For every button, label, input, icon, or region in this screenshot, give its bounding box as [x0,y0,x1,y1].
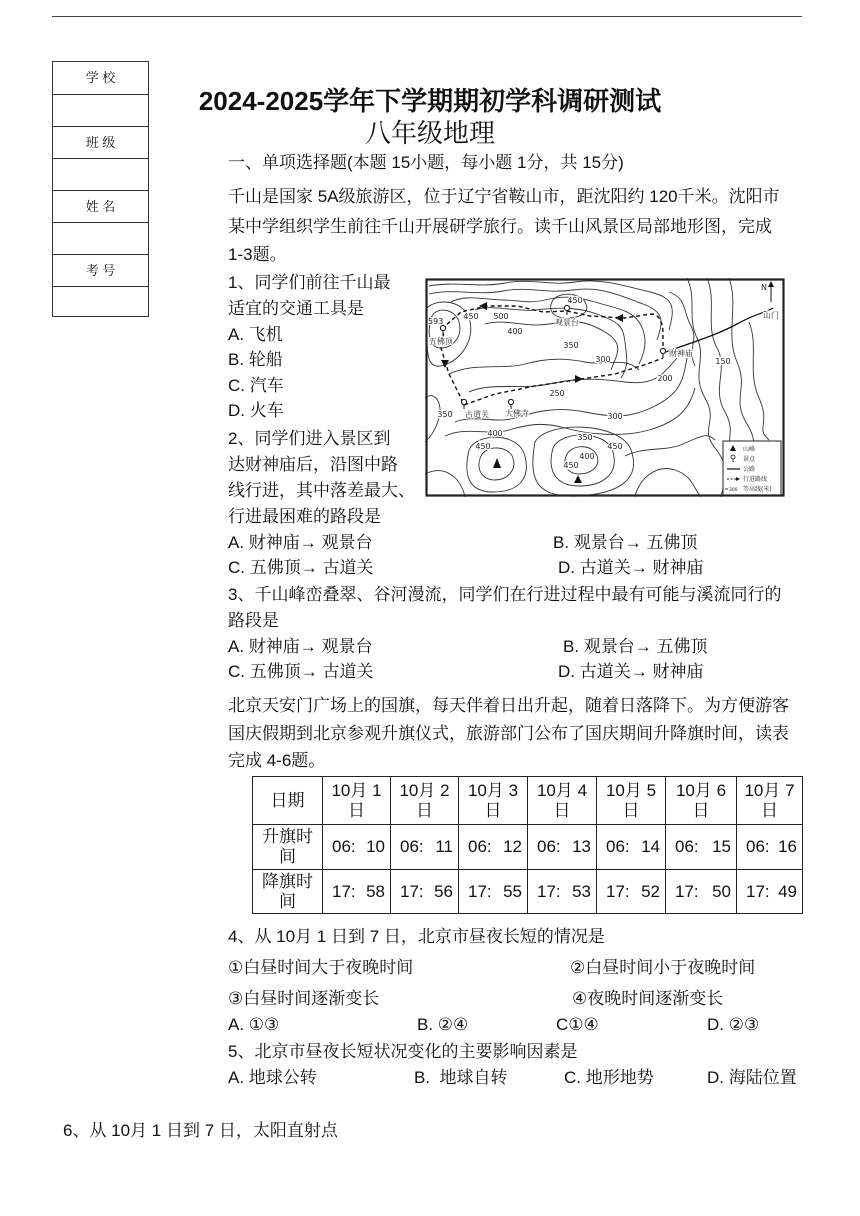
contour-label: 500 [493,312,509,321]
lower-label-cell: 降旗时间 [253,870,323,914]
q2-stem-line: 达财神庙后，沿图中路 [228,455,398,474]
q2-option-b: B. 观景台→ 五佛顶 [553,533,698,552]
date-cell: 10月 4日 [528,777,597,825]
place-label-caishenmiao: 财神庙 [669,349,693,358]
raise-time-cell: 06: 13 [528,825,597,870]
legend-spot-label: 景点 [743,456,756,463]
date-cell: 10月 6日 [666,777,737,825]
q5-option-a: A. 地球公转 [228,1068,317,1087]
legend-road-label: 公路 [743,466,756,473]
contour-label: 450 [463,312,479,321]
lower-time-cell: 17: 58 [323,870,391,914]
table-header-row [253,777,803,825]
peak-elevation-label: 593 [428,317,444,326]
q1-stem-line: 适宜的交通工具是 [228,299,364,318]
q4-statement-1: ①白昼时间大于夜晚时间 [228,958,414,977]
q4-option-d: D. ②③ [707,1015,760,1034]
q4-statement-3: ③白昼时间逐渐变长 [228,989,380,1008]
exam-number-label: 考 号 [53,254,148,286]
raise-time-cell: 06: 15 [666,825,737,870]
contour-label: 450 [567,296,583,305]
map-legend [723,441,781,495]
q3-stem-line: 3、千山峰峦叠翠、谷河漫流，同学们在行进过程中最有可能与溪流同行的 [228,585,782,604]
qianshan-topographic-map [425,278,785,497]
raise-label-cell: 升旗时间 [253,825,323,870]
raise-time-cell: 06: 12 [459,825,528,870]
contour-label: 150 [715,357,731,366]
q2-stem-line: 行进最困难的路段是 [228,507,381,526]
q3-option-c: C. 五佛顶→ 古道关 [228,662,374,681]
passage2-line: 国庆假期到北京参观升旗仪式，旅游部门公布了国庆期间升降旗时间，读表 [228,724,789,743]
exam-subtitle: 八年级地理 [364,118,495,148]
table-row-lower [253,870,803,914]
place-label-wufoding: 五佛顶 [429,337,453,346]
place-label-dafosi: 大佛寺 [505,409,529,418]
contour-label: 200 [657,374,673,383]
q2-option-a: A. 财神庙→ 观景台 [228,533,373,552]
contour-label: 350 [577,433,593,442]
q4-option-a: A. ①③ [228,1015,280,1034]
contour-label: 450 [563,461,579,470]
q5-stem: 5、北京市昼夜长短状况变化的主要影响因素是 [228,1042,578,1061]
q2-stem-line: 线行进，其中落差最大、 [228,481,415,500]
north-label: N [761,283,767,292]
contour-label: 300 [607,412,623,421]
section-heading: 一、单项选择题(本题 15小题，每小题 1分，共 15分) [228,153,624,172]
exam-title: 2024-2025学年下学期期初学科调研测试 [198,86,662,116]
q1-option-d: D. 火车 [228,401,284,420]
name-label: 姓 名 [53,190,148,222]
lower-time-cell: 17: 56 [391,870,459,914]
q3-option-b: B. 观景台→ 五佛顶 [563,637,708,656]
raise-time-cell: 06: 11 [391,825,459,870]
raise-time-cell: 06: 16 [737,825,803,870]
contour-label: 450 [475,442,491,451]
contour-label: 400 [579,452,595,461]
date-header-cell: 日期 [253,777,323,825]
place-label-shanmen: 山门 [763,311,779,320]
q3-option-a: A. 财神庙→ 观景台 [228,637,373,656]
raise-time-cell: 06: 10 [323,825,391,870]
q5-option-c: C. 地形地势 [564,1068,654,1087]
q4-option-b: B. ②④ [417,1015,469,1034]
contour-label: 400 [487,429,503,438]
q1-option-c: C. 汽车 [228,376,284,395]
contour-label: 350 [563,341,579,350]
contour-label: 250 [549,389,565,398]
lower-time-cell: 17: 55 [459,870,528,914]
legend-contour-value: 300 [729,488,738,493]
q6-stem: 6、从 10月 1 日到 7 日，太阳直射点 [63,1121,338,1140]
contour-label: 400 [507,327,523,336]
lower-time-cell: 17: 50 [666,870,737,914]
date-cell: 10月 5日 [597,777,666,825]
flag-time-table [252,776,803,914]
passage2-line: 北京天安门广场上的国旗，每天伴着日出升起，随着日落降下。为方便游客 [228,696,789,715]
q4-statement-4: ④夜晚时间逐渐变长 [572,989,724,1008]
class-label: 班 级 [53,126,148,158]
contour-label: 450 [607,442,623,451]
legend-peak-label: 山峰 [743,446,756,453]
class-field [53,158,148,190]
q1-stem-line: 1、同学们前往千山最 [228,273,391,292]
q1-option-b: B. 轮船 [228,350,283,369]
q2-option-d: D. 古道关→ 财神庙 [558,558,704,577]
passage2-line: 完成 4-6题。 [228,751,326,770]
legend-contour-label: 等高线(米) [743,486,772,493]
date-cell: 10月 2日 [391,777,459,825]
q2-option-c: C. 五佛顶→ 古道关 [228,558,374,577]
table-row-raise [253,825,803,870]
q3-option-d: D. 古道关→ 财神庙 [558,662,704,681]
legend-route-label: 行进路线 [743,476,768,483]
lower-time-cell: 17: 53 [528,870,597,914]
raise-time-cell: 06: 14 [597,825,666,870]
q2-stem-line: 2、同学们进入景区到 [228,429,391,448]
passage1-line: 某中学组织学生前往千山开展研学旅行。读千山风景区局部地形图，完成 [228,217,772,236]
q1-option-a: A. 飞机 [228,325,283,344]
q3-stem-line: 路段是 [228,611,279,630]
lower-time-cell: 17: 49 [737,870,803,914]
date-cell: 10月 1日 [323,777,391,825]
name-field [53,222,148,254]
school-label: 学 校 [85,70,116,85]
exam-number-field [53,286,148,318]
lower-time-cell: 17: 52 [597,870,666,914]
contour-label: 300 [595,355,611,364]
place-label-gudaoguan: 古道关 [465,410,489,419]
q4-option-c: C①④ [556,1015,599,1034]
place-label-guanjingtai: 观景台 [555,318,579,327]
q5-option-d: D. 海陆位置 [707,1068,797,1087]
q4-stem: 4、从 10月 1 日到 7 日，北京市昼夜长短的情况是 [228,927,605,946]
passage1-line: 1-3题。 [228,245,287,264]
contour-label: 350 [437,410,453,419]
q4-statement-2: ②白昼时间小于夜晚时间 [570,958,756,977]
top-rule [52,16,802,17]
q5-option-b: B. 地球自转 [414,1068,508,1087]
date-cell: 10月 3日 [459,777,528,825]
passage1-line: 千山是国家 5A级旅游区，位于辽宁省鞍山市，距沈阳约 120千米。沈阳市 [228,187,780,206]
date-cell: 10月 7日 [737,777,803,825]
